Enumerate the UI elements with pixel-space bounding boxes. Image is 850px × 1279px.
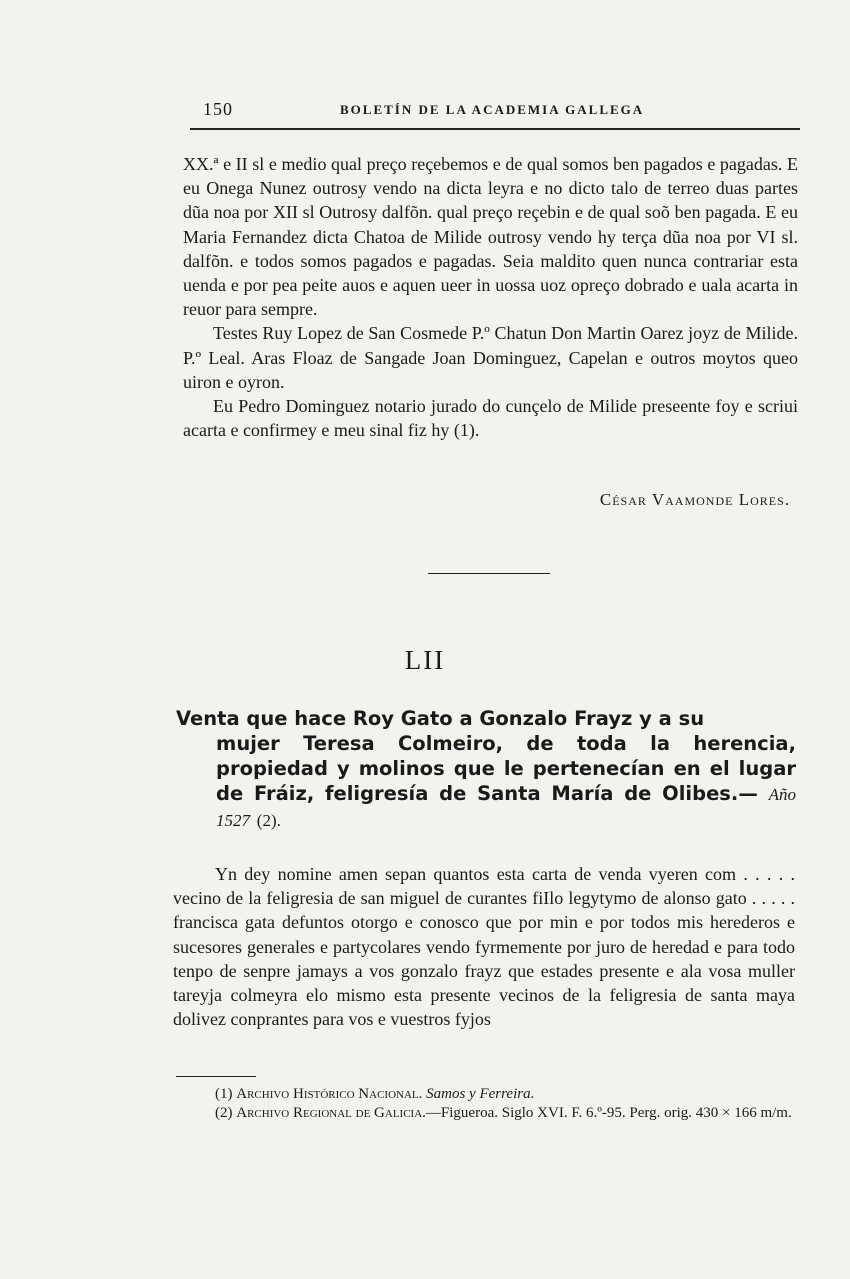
section-divider — [428, 573, 550, 574]
document-text-2 — [173, 862, 795, 1031]
title-rest-block — [176, 731, 796, 833]
signature: César Vaamonde Lores. — [599, 490, 790, 509]
title-footnote-ref: (2). — [256, 811, 281, 830]
footnote-2-source: Archivo Regional de Galicia. — [236, 1105, 426, 1121]
footnote-2 — [173, 1104, 795, 1123]
footnotes — [173, 1085, 795, 1123]
title-line-1: Venta que hace Roy Gato a Gonzalo Frayz y a su — [176, 707, 705, 730]
page-number: 150 — [203, 99, 233, 119]
document-text-1 — [183, 152, 798, 442]
footnote-1-mark: (1) — [215, 1086, 233, 1102]
doc1-paragraph-1: XX.ª e II sl e medio qual preço reçebemos e de qual somos ben pagados e pagadas. E eu Onega Nunez outrosy vendo na dicta leyra e no dicto talo de terreo duas partes dũa noa por XII sl Outrosy dalfõn. qual preço reçebin e de qual soõ ben pagada. E eu Maria Fernandez dicta Chatoa de Milide outrosy vendo hy terça dũa noa por VI sl. dalfõn. e todos somos pagados e pagadas. Seia maldito quen nunca contrariar esta uenda e por pea peite auos e aquen ueer in uossa uoz opreço dobrado e uala acarta in reuor para sempre. — [183, 154, 798, 320]
footnote-2-detail: —Figueroa. Siglo XVI. F. 6.º-95. Perg. orig. 430 × 166 m/m. — [425, 1105, 792, 1121]
running-head: BOLETÍN DE LA ACADEMIA GALLEGA — [340, 102, 645, 117]
doc1-paragraph-3: Eu Pedro Dominguez notario jurado do cunçelo de Milide preseente foy e scriui acarta e confirmey e meu sinal fiz hy (1). — [183, 396, 798, 441]
footnote-1-source: Archivo Histórico Nacional. — [236, 1086, 423, 1102]
header-rule — [190, 128, 800, 130]
section-number: LII — [404, 645, 446, 675]
title-year: Año 1527 — [216, 785, 796, 830]
footnote-2-mark: (2) — [215, 1105, 233, 1121]
footnote-1-detail: Samos y Ferreira. — [426, 1086, 535, 1102]
title-line-rest: mujer Teresa Colmeiro, de toda la herencia, propiedad y molinos que le pertenecían en el lugar de Fráiz, feligresía de Santa María de Olibes.— — [216, 732, 796, 805]
doc2-paragraph-1: Yn dey nomine amen sepan quantos esta carta de venda vyeren com . . . . . vecino de la feligresia de san miguel de curantes fiIlo legytymo de alonso gato . . . . . francisca gata defuntos otorgo e conosco que por min e por todos mis herederos e sucesores generales e partycolares vendo fyrmemente por juro de heredad e para todo tenpo de senpre jamays a vos gonzalo frayz que estades presente e ala vosa muller tareyja colmeyra elo mismo esta presente vecinos de la feligresia de santa maya dolivez conprantes para vos e vuestros fyjos — [173, 864, 795, 1030]
doc1-paragraph-2: Testes Ruy Lopez de San Cosmede P.º Chatun Don Martin Oarez joyz de Milide. P.º Leal. Aras Floaz de Sangade Joan Dominguez, Capelan e outros moytos queo uiron e oyron. — [183, 323, 798, 392]
document-title — [176, 706, 796, 833]
footnote-rule — [176, 1076, 256, 1077]
footnote-1 — [173, 1085, 795, 1104]
